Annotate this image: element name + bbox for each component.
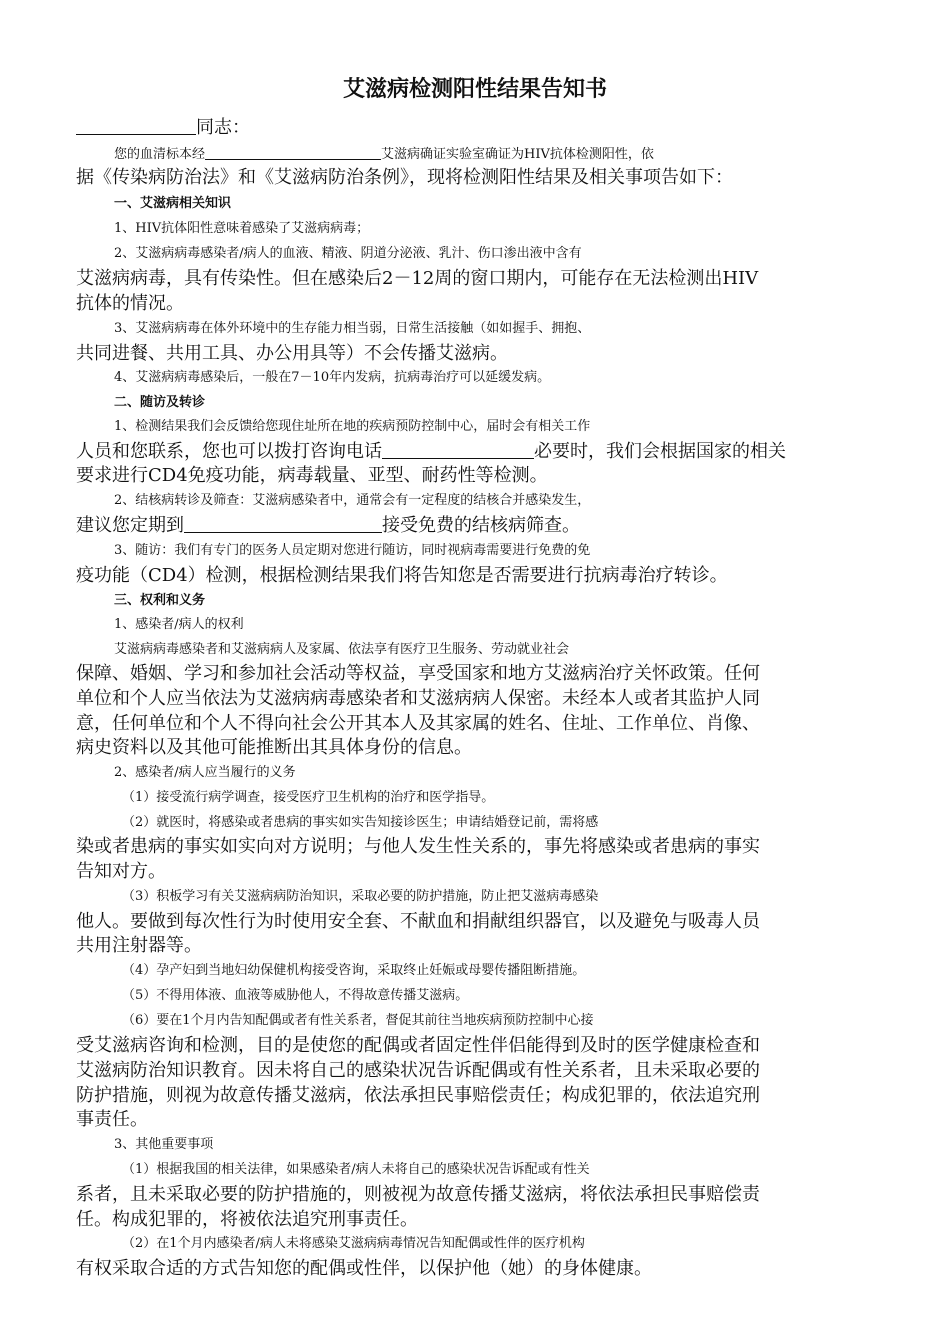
rights-subheading: 1、感染者/病人的权利 [114,617,244,632]
other-matters-subheading: 3、其他重要事项 [114,1137,214,1152]
obligation-5: （5）不得用体液、血液等威胁他人，不得故意传播艾滋病。 [122,988,469,1003]
rights-line-2: 保障、婚姻、学习和参加社会活动等权益，享受国家和地方艾滋病治疗关怀政策。任何 [76,663,760,684]
section2-heading: 二、随访及转诊 [114,395,206,410]
obligation-6-line1: （6）要在1个月内告知配偶或者有性关系者，督促其前往当地疾病预防控制中心接 [122,1013,594,1028]
tb-clinic-blank[interactable] [184,514,382,533]
other-matter-2-line1: （2）在1个月内感染者/病人未将感染艾滋病病毒情况告知配偶或性伴的医疗机构 [122,1236,585,1251]
intro-line-1: 您的血清标本经 艾滋病确证实验室确证为HIV抗体检测阳性，依 [114,141,914,167]
section2-item3-line2: 疫功能（CD4）检测，根据检测结果我们将告知您是否需要进行抗病毒治疗转诊。 [76,565,728,586]
obligation-4: （4）孕产妇到当地妇幼保健机构接受咨询，采取终止妊娠或母婴传播阻断措施。 [122,963,586,978]
section1-item2-line2: 艾滋病病毒，具有传染性。但在感染后2－12周的窗口期内，可能存在无法检测出HIV [76,268,759,289]
section2-item2-line2: 建议您定期到 接受免费的结核病筛查。 [76,515,580,536]
salutation-suffix: 同志： [196,117,250,138]
section2-item1-line3: 要求进行CD4免疫功能，病毒载量、亚型、耐药性等检测。 [76,465,548,486]
intro-line-2: 据《传染病防治法》和《艾滋病防治条例》，现将检测阳性结果及相关事项告如下： [76,167,733,188]
section1-item4: 4、艾滋病病毒感染后，一般在7－10年内发病，抗病毒治疗可以延缓发病。 [114,370,551,385]
section1-heading: 一、艾滋病相关知识 [114,196,232,211]
section2-item1-line2: 人员和您联系，您也可以拨打咨询电话 必要时，我们会根据国家的相关 [76,441,786,462]
hotline-phone-blank[interactable] [382,440,534,459]
other-matter-1-line1: （1）根据我国的相关法律，如果感染者/病人未将自己的感染状况告诉配或有性关 [122,1162,590,1177]
obligation-3-line3: 共用注射器等。 [76,935,202,956]
recipient-name-blank[interactable] [76,116,196,135]
section1-item3-line2: 共同进餐、共用工具、办公用具等）不会传播艾滋病。 [76,343,508,364]
obligation-3-line1: （3）积板学习有关艾滋病病防治知识，采取必要的防护措施，防止把艾滋病毒感染 [122,889,599,904]
obligation-1: （1）接受流行病学调查，接受医疗卫生机构的治疗和医学指导。 [122,790,495,805]
obligation-6-line3: 艾滋病防治知识教育。因未将自己的感染状况告诉配偶或有性关系者，且未采取必要的 [76,1060,760,1081]
obligation-2-line1: （2）就医时，将感染或者患病的事实如实告知接诊医生；申请结婚登记前，需将感 [122,815,599,830]
other-matter-1-line2: 系者，且未采取必要的防护措施的，则被视为故意传播艾滋病，将依法承担民事赔偿责 [76,1184,760,1205]
other-matter-1-line3: 任。构成犯罪的，将被依法追究刑事责任。 [76,1209,418,1230]
obligation-6-line5: 事责任。 [76,1109,148,1130]
rights-line-5: 病史资料以及其他可能推断出其具体身份的信息。 [76,737,472,758]
obligation-6-line2: 受艾滋病咨询和检测，目的是使您的配偶或者固定性伴侣能得到及时的医学健康检查和 [76,1035,760,1056]
section1-item1: 1、HIV抗体阳性意味着感染了艾滋病病毒； [114,221,370,236]
rights-line-4: 意，任何单位和个人不得向社会公开其本人及其家属的姓名、住址、工作单位、肖像、 [76,713,760,734]
section2-item2-line1: 2、结核病转诊及筛查：艾滋病感染者中，通常会有一定程度的结核合并感染发生， [114,493,591,508]
rights-line-1: 艾滋病病毒感染者和艾滋病病人及家属、依法享有医疗卫生服务、劳动就业社会 [114,642,570,657]
section1-item2-line3: 抗体的情况。 [76,293,184,314]
obligations-subheading: 2、感染者/病人应当履行的义务 [114,765,296,780]
section2-item3-line1: 3、随访：我们有专门的医务人员定期对您进行随访，同时视病毒需要进行免费的免 [114,543,591,558]
salutation-line [76,116,876,140]
rights-line-3: 单位和个人应当依法为艾滋病病毒感染者和艾滋病病人保密。未经本人或者其监护人同 [76,688,760,709]
other-matter-2-line2: 有权采取合适的方式告知您的配偶或性伴，以保护他（她）的身体健康。 [76,1258,652,1279]
section3-heading: 三、权利和义务 [114,593,206,608]
obligation-2-line3: 告知对方。 [76,861,166,882]
document-title: 艾滋病检测阳性结果告知书 [342,76,607,102]
lab-name-blank[interactable] [205,141,381,160]
obligation-3-line2: 他人。要做到每次性行为时使用安全套、不献血和捐献组织器官，以及避免与吸毒人员 [76,911,760,932]
section1-item3-line1: 3、艾滋病病毒在体外环境中的生存能力相当弱，日常生活接触（如如握手、拥抱、 [114,321,591,336]
obligation-2-line2: 染或者患病的事实如实向对方说明；与他人发生性关系的，事先将感染或者患病的事实 [76,836,760,857]
obligation-6-line4: 防护措施，则视为故意传播艾滋病，依法承担民事赔偿责任；构成犯罪的，依法追究刑 [76,1085,760,1106]
section2-item1-line1: 1、检测结果我们会反馈给您现住址所在地的疾病预防控制中心，届时会有相关工作 [114,419,591,434]
section1-item2-line1: 2、艾滋病病毒感染者/病人的血液、精液、阴道分泌液、乳汁、伤口渗出液中含有 [114,246,582,261]
